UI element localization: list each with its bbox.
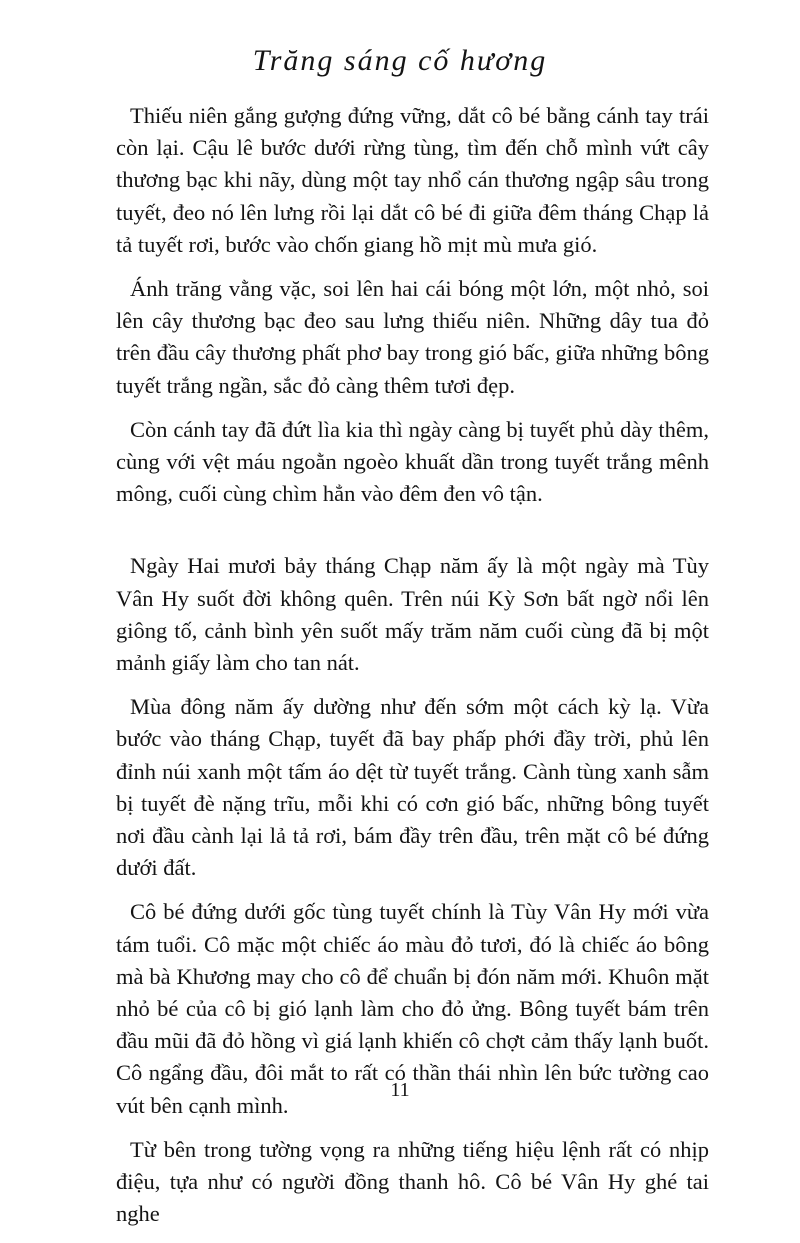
paragraph: Ngày Hai mươi bảy tháng Chạp năm ấy là một ngày mà Tùy Vân Hy suốt đời không quên. Trên núi Kỳ Sơn bất ngờ nổi lên giông tố, cảnh bình yên suốt mấy trăm năm cuối cùng đã bị một mảnh giấy làm cho tan nát. [116, 553, 709, 676]
paragraph: Từ bên trong tường vọng ra những tiếng hiệu lệnh rất có nhịp điệu, tựa như có người đồng thanh hô. Cô bé Vân Hy ghé tai nghe [116, 1136, 709, 1227]
running-header: Trăng sáng cố hương [252, 44, 548, 77]
paragraph: Thiếu niên gắng gượng đứng vững, dắt cô bé bằng cánh tay trái còn lại. Cậu lê bước dưới rừng tùng, tìm đến chỗ mình vứt cây thương bạc khi nãy, dùng một tay nhổ cán thương ngập sâu trong tuyết, đeo nó lên lưng rồi lại dắt cô bé đi giữa đêm tháng Chạp lả tả tuyết rơi, bước vào chốn giang hồ mịt mù mưa gió. [116, 103, 709, 257]
paragraph: Ánh trăng vằng vặc, soi lên hai cái bóng một lớn, một nhỏ, soi lên cây thương bạc đeo sau lưng thiếu niên. Những dây tua đỏ trên đầu cây thương phất phơ bay trong gió bấc, giữa những bông tuyết trắng ngần, sắc đỏ càng thêm tươi đẹp. [116, 276, 709, 398]
paragraph: Mùa đông năm ấy dường như đến sớm một cách kỳ lạ. Vừa bước vào tháng Chạp, tuyết đã bay phấp phới đầy trời, phủ lên đỉnh núi xanh một tấm áo dệt từ tuyết trắng. Cành tùng xanh sẫm bị tuyết đè nặng trĩu, mỗi khi có cơn gió bấc, những bông tuyết nơi đầu cành lại lả tả rơi, bám đầy trên đầu, trên mặt cô bé đứng dưới đất. [116, 694, 709, 881]
page-number: 11 [390, 1079, 410, 1101]
paragraph: Cô bé đứng dưới gốc tùng tuyết chính là Tùy Vân Hy mới vừa tám tuổi. Cô mặc một chiếc áo màu đỏ tươi, đó là chiếc áo bông mà bà Khương may cho cô để chuẩn bị đón năm mới. Khuôn mặt nhỏ bé của cô bị gió lạnh làm cho đỏ ửng. Bông tuyết bám trên đầu mũi đã đỏ hồng vì giá lạnh khiến cô chợt cảm thấy lạnh buốt. Cô ngẩng đầu, đôi mắt to rất có thần thái nhìn lên bức tường cao vút bên cạnh mình. [116, 899, 709, 1118]
paragraph: Còn cánh tay đã đứt lìa kia thì ngày càng bị tuyết phủ dày thêm, cùng với vệt máu ngoằn ngoèo khuất dần trong tuyết trắng mênh mông, cuối cùng chìm hẳn vào đêm đen vô tận. [116, 416, 709, 507]
body-text [116, 100, 709, 1243]
